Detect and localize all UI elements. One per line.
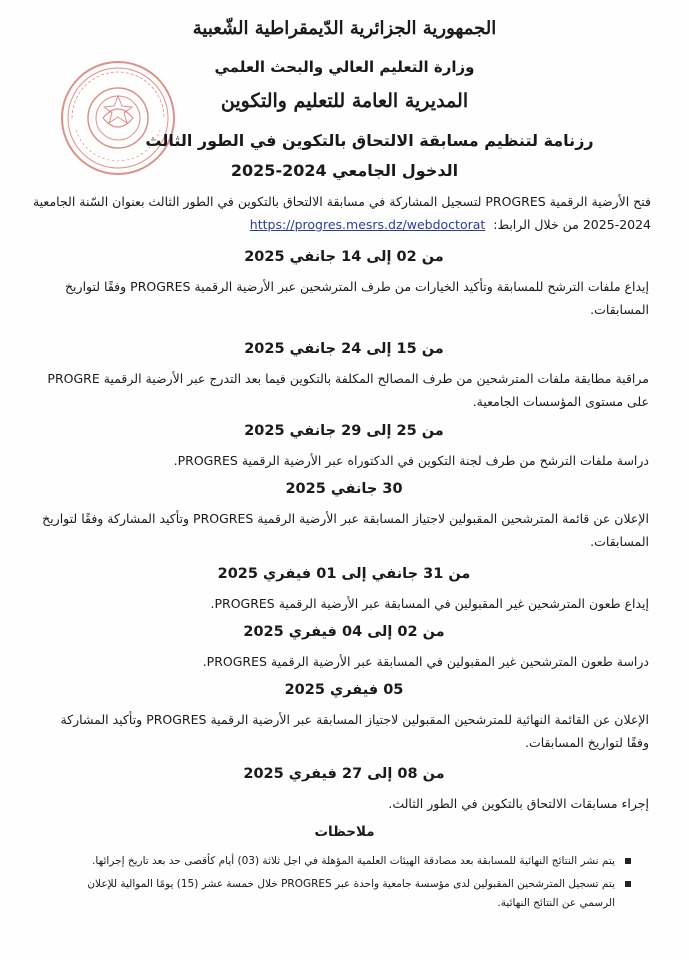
schedule-section: [39, 477, 649, 553]
schedule-section: [39, 245, 649, 321]
bullet-icon: [625, 858, 631, 864]
document-title: رزنامة لتنظيم مسابقة الالتحاق بالتكوين في الطور الثالث: [145, 131, 594, 150]
schedule-section: [39, 562, 649, 615]
schedule-text: الإعلان عن قائمة المترشحين المقبولين لاجتياز المسابقة عبر الأرضية الرقمية PROGRES وتأكيد المشاركة وفقًا لتواريخ المسابقات.: [42, 511, 649, 549]
academic-year: الدخول الجامعي 2024-2025: [230, 161, 459, 180]
schedule-date: من 02 إلى 04 فيفري 2025: [243, 624, 445, 640]
schedule-date: من 31 جانفي إلى 01 فيفري 2025: [217, 566, 471, 582]
schedule-section: [39, 678, 649, 754]
schedule-section: [39, 337, 649, 413]
schedule-section: [39, 762, 649, 815]
schedule-date: 05 فيفري 2025: [284, 682, 404, 698]
schedule-text: إجراء مسابقات الالتحاق بالتكوين في الطور الثالث.: [388, 796, 649, 811]
schedule-section: [39, 419, 649, 472]
schedule-text: دراسة ملفات الترشح من طرف لجنة التكوين في الدكتوراه عبر الأرضية الرقمية PROGRES.: [173, 453, 649, 468]
schedule-text: مراقبة مطابقة ملفات المترشحين من طرف المصالح المكلفة بالتكوين فيما بعد التدرج عبر الأرضية الرقمية PROGRE على مستوى المؤسسات الجامعية.: [47, 371, 649, 409]
note-item: [51, 852, 631, 871]
notes-heading: ملاحظات: [314, 824, 375, 840]
schedule-section: [39, 620, 649, 673]
schedule-date: 30 جانفي 2025: [285, 481, 403, 497]
intro-text: فتح الأرضية الرقمية PROGRES لتسجيل المشاركة في مسابقة الالتحاق بالتكوين في الطور الثالث بعنوان السّنة الجامعية 2024-2025 من خلال الرابط:: [32, 194, 651, 232]
republic-name: الجمهورية الجزائرية الدّيمقراطية الشّعبية: [192, 18, 497, 39]
note-text: يتم تسجيل المترشحين المقبولين لدى مؤسسة جامعية واحدة عبر PROGRES خلال خمسة عشر (15) يومًا الموالية للإعلان الرسمي عن النتائج النهائية.: [87, 878, 615, 909]
schedule-text: الإعلان عن القائمة النهائية للمترشحين المقبولين لاجتياز المسابقة عبر الأرضية الرقمية PROGRES وتأكيد المشاركة وفقًا لتواريخ المسابقات.: [60, 712, 649, 750]
ministry-name: وزارة التعليم العالي والبحث العلمي: [214, 58, 475, 76]
bullet-icon: [625, 881, 631, 887]
schedule-text: إيداع ملفات الترشح للمسابقة وتأكيد الخيارات من طرف المترشحين عبر الأرضية الرقمية PROGRES وفقًا لتواريخ المسابقات.: [64, 279, 649, 317]
schedule-date: من 02 إلى 14 جانفي 2025: [244, 249, 444, 265]
notes-list: [51, 852, 631, 917]
schedule-date: من 15 إلى 24 جانفي 2025: [244, 341, 444, 357]
schedule-text: دراسة طعون المترشحين غير المقبولين في المسابقة عبر الأرضية الرقمية PROGRES.: [202, 654, 649, 669]
schedule-date: من 08 إلى 27 فيفري 2025: [243, 766, 445, 782]
note-item: [51, 875, 631, 913]
official-seal-icon: [58, 58, 178, 178]
progres-link[interactable]: https://progres.mesrs.dz/webdoctorat: [249, 217, 486, 232]
intro-paragraph: [31, 190, 651, 236]
schedule-date: من 25 إلى 29 جانفي 2025: [244, 423, 444, 439]
note-text: يتم نشر النتائج النهائية للمسابقة بعد مصادقة الهيئات العلمية المؤهلة في اجل ثلاثة (03) أيام كأقصى حد بعد تاريخ إجرائها.: [92, 855, 615, 867]
direction-name: المديرية العامة للتعليم والتكوين: [220, 90, 469, 112]
schedule-text: إيداع طعون المترشحين غير المقبولين في المسابقة عبر الأرضية الرقمية PROGRES.: [210, 596, 649, 611]
